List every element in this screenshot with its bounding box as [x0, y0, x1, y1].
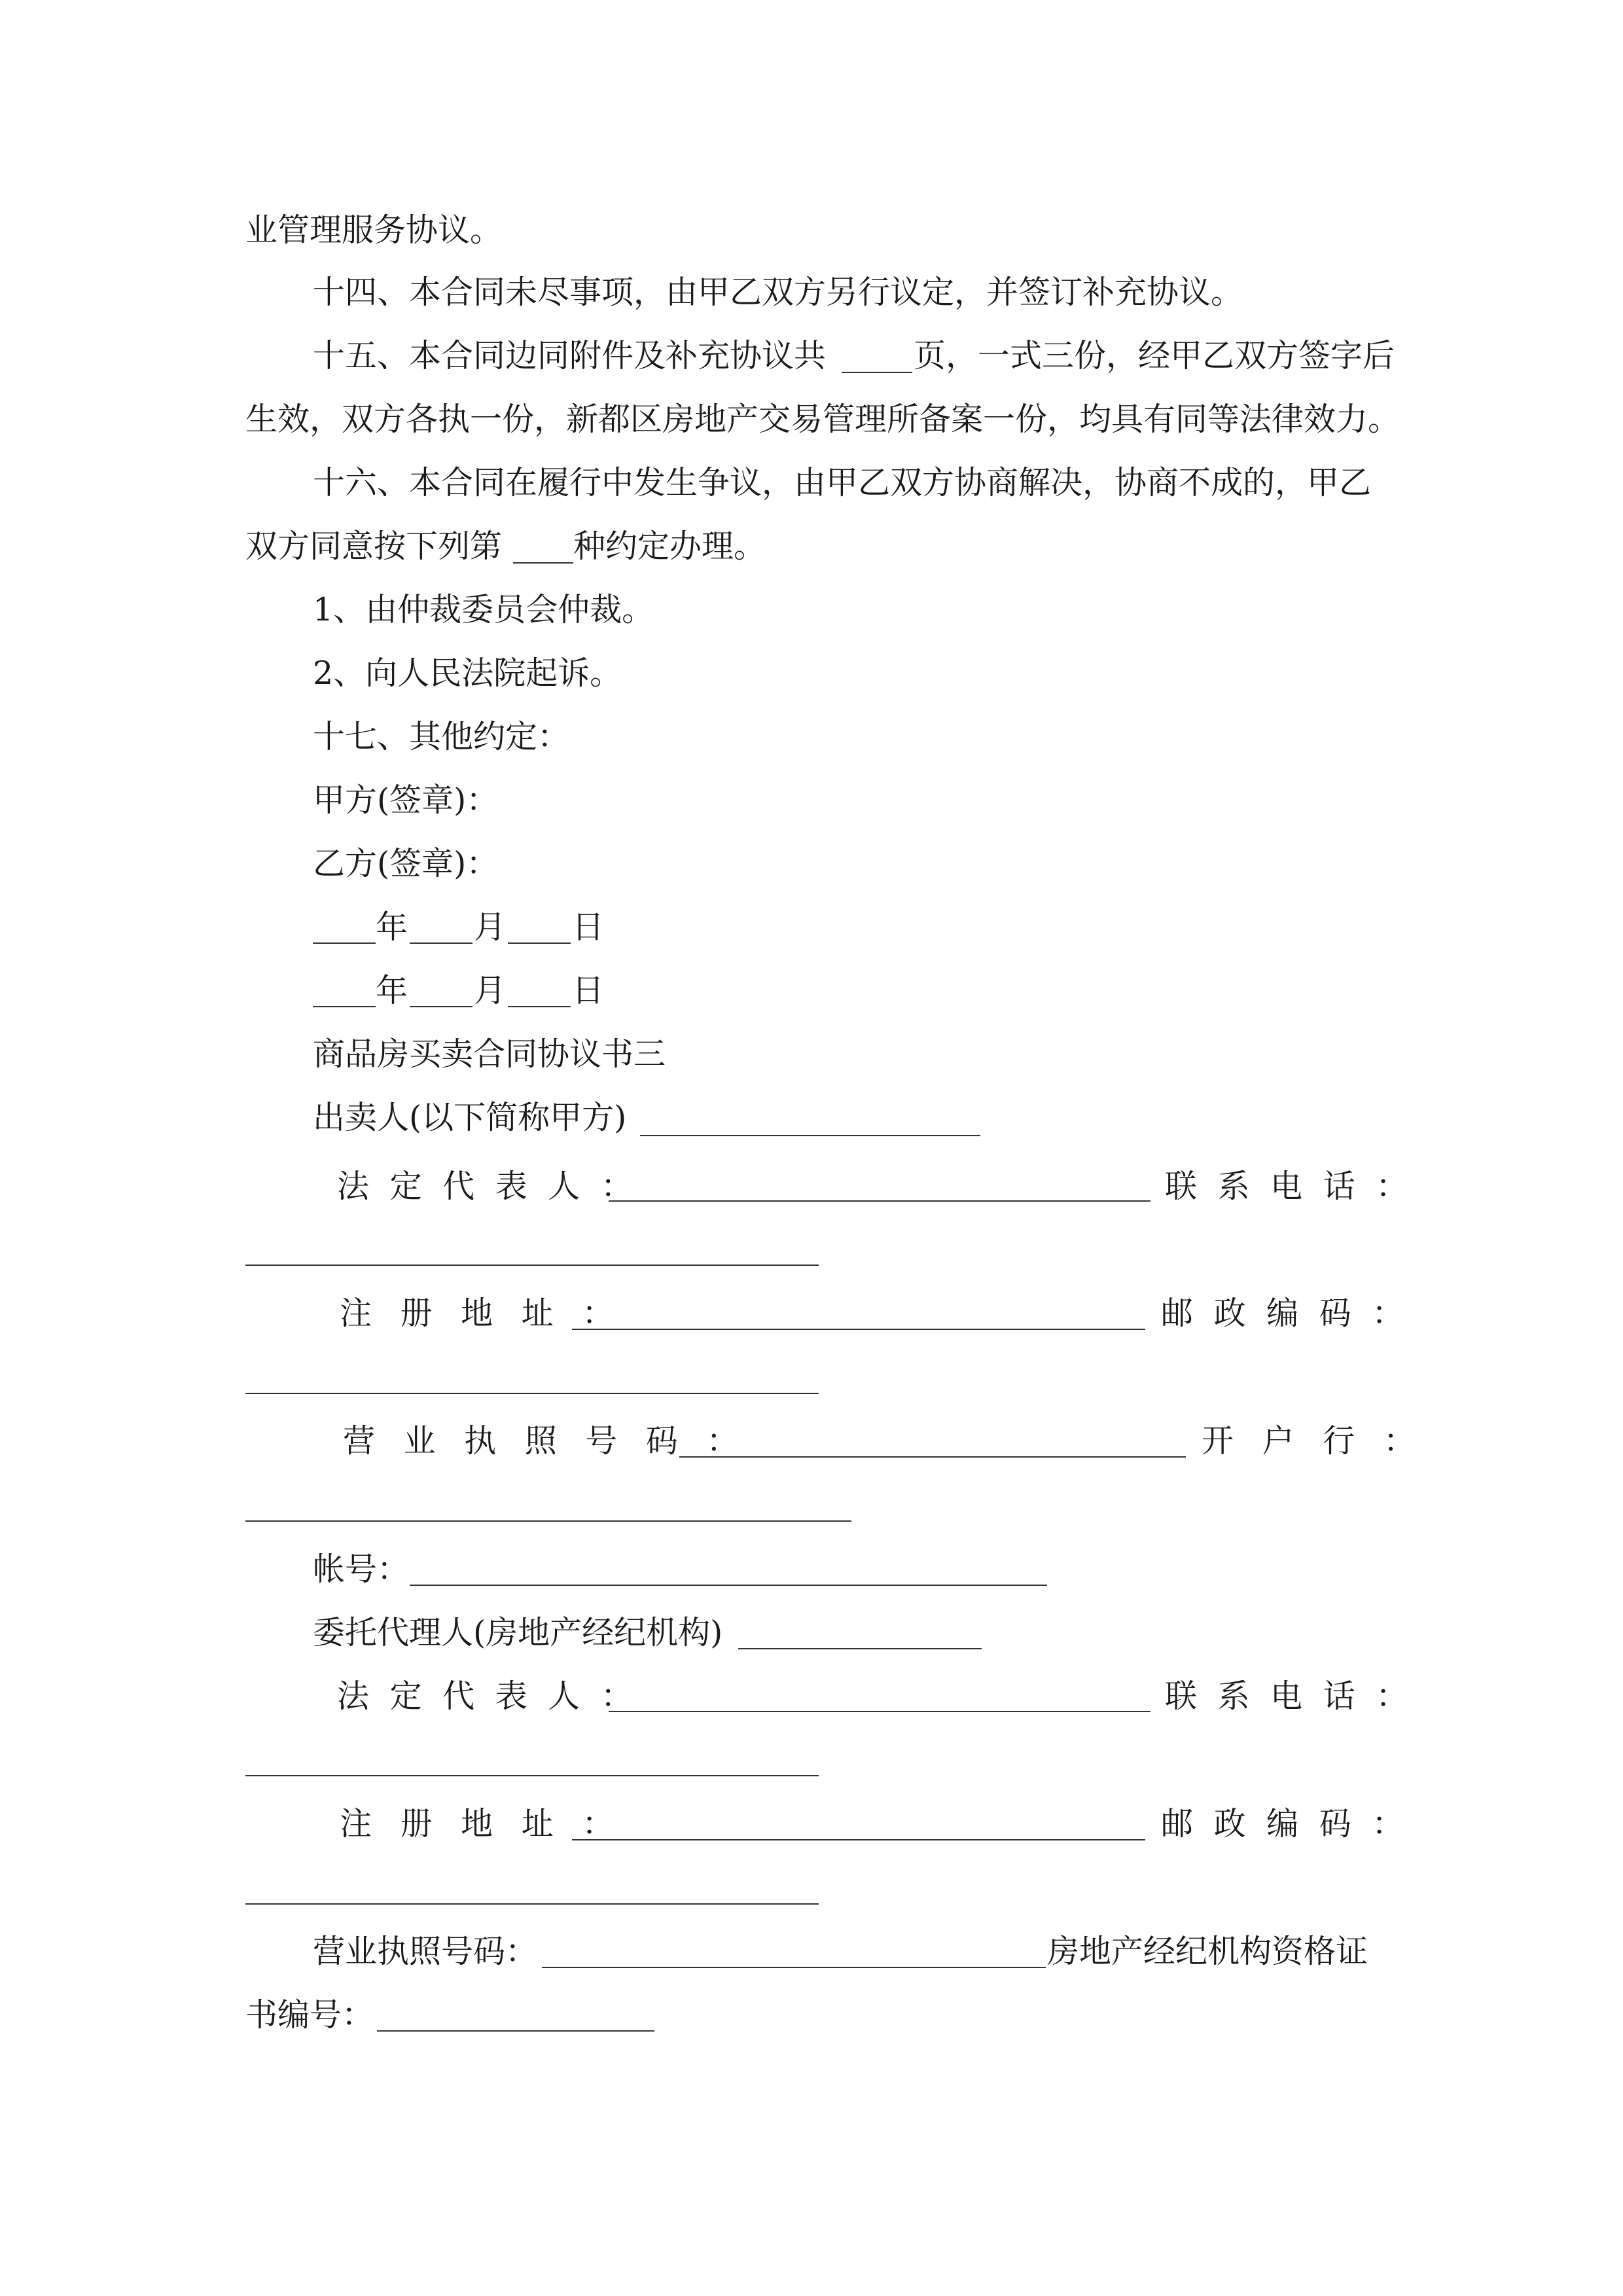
agent-label: 委托代理人(房地产经纪机构) — [313, 1614, 723, 1651]
seller-legal-rep-label: 法 定 代 表 人 ： — [337, 1168, 638, 1205]
seller-address-label: 注 册 地 址 ： — [340, 1295, 624, 1332]
party-b-signature: 乙方(签章)： — [313, 845, 499, 882]
option-number-blank[interactable] — [513, 562, 573, 564]
agent-address-label: 注 册 地 址 ： — [340, 1805, 624, 1842]
agent-license-blank[interactable] — [542, 1967, 1046, 1968]
clause-15-part1: 十五、本合同边同附件及补充协议共 — [313, 337, 827, 374]
agent-postcode-label: 邮 政 编 码 ： — [1161, 1805, 1410, 1842]
seller-license-blank[interactable] — [679, 1456, 1186, 1458]
date1-month-blank[interactable] — [410, 942, 473, 944]
seller-account-blank[interactable] — [410, 1585, 1047, 1586]
clause-14: 十四、本合同未尽事项，由甲乙双方另行议定，并签订补充协议。 — [313, 274, 1243, 311]
agent-license-label: 营业执照号码： — [313, 1933, 538, 1970]
option-court: 2、向人民法院起诉。 — [313, 655, 622, 692]
seller-account-label: 帐号： — [313, 1551, 410, 1588]
agent-address-blank[interactable] — [572, 1839, 1145, 1840]
agent-cert-number-label: 书编号： — [245, 1996, 374, 2034]
contract-three-title: 商品房买卖合同协议书三 — [313, 1035, 666, 1073]
clause-13-tail: 业管理服务协议。 — [245, 211, 503, 249]
seller-bank-label: 开 户 行 ： — [1202, 1422, 1425, 1460]
date2-month-label: 月 — [474, 972, 507, 1009]
seller-label: 出卖人(以下简称甲方) — [313, 1099, 627, 1136]
date1-year-label: 年 — [376, 908, 408, 946]
party-a-signature: 甲方(签章)： — [313, 781, 499, 819]
date1-year-blank[interactable] — [313, 942, 376, 944]
date2-year-blank[interactable] — [313, 1006, 376, 1007]
date2-day-label: 日 — [572, 972, 605, 1009]
date1-day-blank[interactable] — [508, 942, 571, 944]
clause-16-continued-part1: 双方同意按下列第 — [245, 528, 503, 565]
agent-cert-number-blank[interactable] — [377, 2030, 654, 2032]
agent-qualification-label: 房地产经纪机构资格证 — [1047, 1933, 1368, 1970]
agent-postcode-blank[interactable] — [245, 1903, 819, 1905]
seller-address-blank[interactable] — [572, 1329, 1145, 1330]
seller-license-label: 营 业 执 照 号 码 ： — [343, 1422, 748, 1460]
seller-postcode-label: 邮 政 编 码 ： — [1161, 1295, 1410, 1332]
date2-year-label: 年 — [376, 972, 408, 1009]
seller-bank-blank[interactable] — [245, 1520, 851, 1522]
agent-legal-rep-label: 法 定 代 表 人 ： — [337, 1677, 638, 1715]
seller-postcode-blank[interactable] — [245, 1393, 819, 1394]
clause-16-continued-part2: 种约定办理。 — [573, 528, 766, 565]
seller-legal-rep-blank[interactable] — [609, 1200, 1150, 1202]
option-arbitration: 1、由仲裁委员会仲裁。 — [313, 591, 654, 628]
agent-phone-blank[interactable] — [245, 1775, 819, 1776]
date1-month-label: 月 — [474, 908, 507, 946]
clause-17: 十七、其他约定： — [313, 718, 570, 755]
agent-legal-rep-blank[interactable] — [609, 1711, 1150, 1712]
date2-day-blank[interactable] — [508, 1006, 571, 1007]
agent-phone-label: 联 系 电 话 ： — [1165, 1677, 1414, 1715]
date2-month-blank[interactable] — [410, 1006, 473, 1007]
page-count-blank[interactable] — [842, 372, 912, 373]
clause-16: 十六、本合同在履行中发生争议，由甲乙双方协商解决，协商不成的，甲乙 — [313, 464, 1372, 501]
seller-phone-blank[interactable] — [245, 1265, 819, 1266]
date1-day-label: 日 — [572, 908, 605, 946]
seller-blank[interactable] — [640, 1135, 980, 1136]
seller-phone-label: 联 系 电 话 ： — [1165, 1168, 1414, 1205]
agent-blank[interactable] — [738, 1648, 982, 1649]
clause-15-continued: 生效，双方各执一份，新都区房地产交易管理所备案一份，均具有同等法律效力。 — [245, 401, 1400, 438]
clause-15-part2: 页，一式三份，经甲乙双方签字后 — [914, 337, 1395, 374]
